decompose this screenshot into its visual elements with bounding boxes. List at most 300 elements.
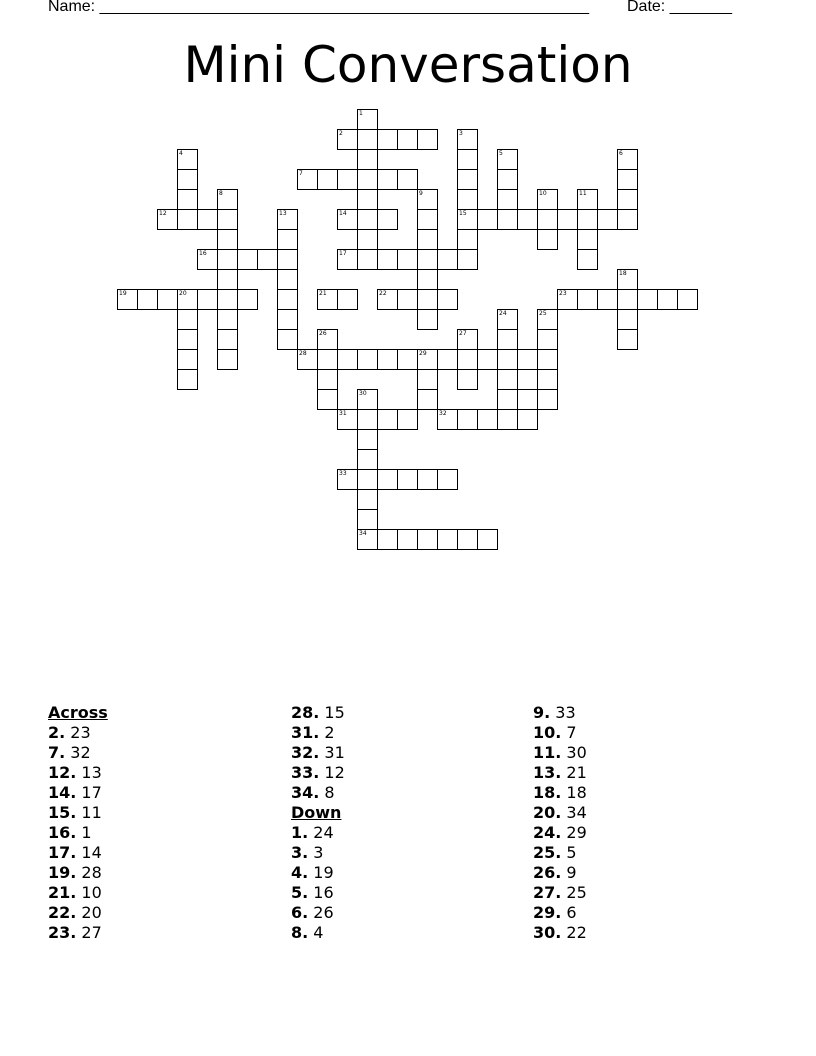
grid-cell[interactable]	[517, 349, 538, 370]
clue-item	[533, 883, 587, 903]
grid-cell[interactable]	[177, 169, 198, 190]
clue-item	[291, 763, 345, 783]
clue-answer: 3	[308, 843, 324, 862]
grid-cell[interactable]	[337, 349, 358, 370]
clue-item	[291, 703, 345, 723]
grid-cell[interactable]	[217, 269, 238, 290]
grid-cell[interactable]	[397, 349, 418, 370]
clue-answer: 20	[76, 903, 102, 922]
cell-number: 12	[159, 210, 167, 217]
cell-number: 15	[459, 210, 467, 217]
clue-number: 29.	[533, 903, 562, 922]
clue-number: 1.	[291, 823, 309, 842]
across-clue-list	[48, 723, 108, 943]
grid-cell[interactable]	[617, 289, 638, 310]
clue-answer: 33	[550, 703, 576, 722]
grid-cell[interactable]	[177, 289, 198, 310]
clue-answer: 19	[308, 863, 334, 882]
clue-answer: 18	[561, 783, 587, 802]
clue-number: 5.	[291, 883, 309, 902]
grid-cell[interactable]	[337, 409, 358, 430]
clue-item	[48, 923, 108, 943]
grid-cell[interactable]	[337, 129, 358, 150]
cell-number: 33	[339, 470, 347, 477]
across-heading: Across	[48, 703, 108, 722]
clue-number: 14.	[48, 783, 77, 802]
clue-item	[48, 763, 108, 783]
grid-cell[interactable]	[477, 209, 498, 230]
grid-cell[interactable]	[497, 389, 518, 410]
grid-cell[interactable]	[617, 189, 638, 210]
grid-cell[interactable]	[437, 469, 458, 490]
cell-number: 14	[339, 210, 347, 217]
grid-cell[interactable]	[577, 189, 598, 210]
clue-number: 23.	[48, 923, 77, 942]
grid-cell[interactable]	[437, 349, 458, 370]
clue-item	[533, 703, 587, 723]
grid-cell[interactable]	[497, 369, 518, 390]
grid-cell[interactable]	[277, 229, 298, 250]
grid-cell[interactable]	[537, 229, 558, 250]
down-clue-list-continued	[533, 703, 587, 943]
clue-number: 22.	[48, 903, 77, 922]
grid-cell[interactable]	[457, 169, 478, 190]
clue-item	[533, 923, 587, 943]
grid-cell[interactable]	[417, 349, 438, 370]
cell-number: 24	[499, 310, 507, 317]
grid-cell[interactable]	[617, 329, 638, 350]
grid-cell[interactable]	[417, 469, 438, 490]
grid-cell[interactable]	[557, 209, 578, 230]
grid-cell[interactable]	[577, 229, 598, 250]
clue-item	[533, 803, 587, 823]
clue-item	[291, 883, 345, 903]
clue-answer: 6	[561, 903, 577, 922]
grid-cell[interactable]	[537, 349, 558, 370]
clue-answer: 22	[561, 923, 587, 942]
clue-answer: 16	[308, 883, 334, 902]
grid-cell[interactable]	[157, 209, 178, 230]
clue-item	[533, 843, 587, 863]
cell-number: 17	[339, 250, 347, 257]
clue-answer: 11	[76, 803, 102, 822]
clue-answer: 25	[561, 883, 587, 902]
cell-number: 4	[179, 150, 183, 157]
clue-item	[48, 863, 108, 883]
grid-cell[interactable]	[457, 149, 478, 170]
clue-answer: 8	[319, 783, 335, 802]
grid-cell[interactable]	[277, 289, 298, 310]
grid-cell[interactable]	[357, 189, 378, 210]
clue-item	[48, 903, 108, 923]
grid-cell[interactable]	[357, 469, 378, 490]
grid-cell[interactable]	[377, 469, 398, 490]
cell-number: 6	[619, 150, 623, 157]
grid-cell[interactable]	[357, 209, 378, 230]
grid-cell[interactable]	[177, 309, 198, 330]
grid-cell[interactable]	[457, 409, 478, 430]
grid-cell[interactable]	[497, 189, 518, 210]
cell-number: 25	[539, 310, 547, 317]
clue-item	[48, 883, 108, 903]
clue-number: 19.	[48, 863, 77, 882]
clue-number: 8.	[291, 923, 309, 942]
clue-number: 11.	[533, 743, 562, 762]
date-field-label[interactable]: Date: _______	[627, 0, 732, 15]
grid-cell[interactable]	[297, 349, 318, 370]
grid-cell[interactable]	[417, 369, 438, 390]
clue-number: 25.	[533, 843, 562, 862]
clue-column-1	[48, 703, 108, 943]
clue-item	[291, 743, 345, 763]
clue-number: 13.	[533, 763, 562, 782]
grid-cell[interactable]	[357, 389, 378, 410]
grid-cell[interactable]	[617, 149, 638, 170]
clue-answer: 15	[319, 703, 345, 722]
grid-cell[interactable]	[377, 409, 398, 430]
grid-cell[interactable]	[377, 209, 398, 230]
clue-item	[533, 763, 587, 783]
clue-answer: 32	[65, 743, 91, 762]
grid-cell[interactable]	[317, 349, 338, 370]
cell-number: 9	[419, 190, 423, 197]
cell-number: 20	[179, 290, 187, 297]
grid-cell[interactable]	[497, 169, 518, 190]
grid-cell[interactable]	[477, 409, 498, 430]
grid-cell[interactable]	[277, 329, 298, 350]
grid-cell[interactable]	[417, 529, 438, 550]
grid-cell[interactable]	[177, 149, 198, 170]
grid-cell[interactable]	[457, 129, 478, 150]
clue-answer: 23	[65, 723, 91, 742]
grid-cell[interactable]	[577, 209, 598, 230]
grid-cell[interactable]	[357, 529, 378, 550]
grid-cell[interactable]	[177, 369, 198, 390]
clue-item	[291, 863, 345, 883]
grid-cell[interactable]	[617, 209, 638, 230]
grid-cell[interactable]	[197, 209, 218, 230]
grid-cell[interactable]	[377, 529, 398, 550]
grid-cell[interactable]	[477, 529, 498, 550]
grid-cell[interactable]	[417, 229, 438, 250]
cell-number: 31	[339, 410, 347, 417]
grid-cell[interactable]	[397, 289, 418, 310]
grid-cell[interactable]	[277, 269, 298, 290]
grid-cell[interactable]	[417, 249, 438, 270]
grid-cell[interactable]	[237, 249, 258, 270]
clue-number: 12.	[48, 763, 77, 782]
grid-cell[interactable]	[377, 349, 398, 370]
grid-cell[interactable]	[517, 209, 538, 230]
cell-number: 13	[279, 210, 287, 217]
name-field-label[interactable]: Name: _______________________________________________________	[48, 0, 589, 15]
grid-cell[interactable]	[457, 349, 478, 370]
clue-answer: 27	[76, 923, 102, 942]
clue-item	[533, 743, 587, 763]
cell-number: 5	[499, 150, 503, 157]
grid-cell[interactable]	[257, 249, 278, 270]
grid-cell[interactable]	[337, 469, 358, 490]
cell-number: 22	[379, 290, 387, 297]
grid-cell[interactable]	[477, 349, 498, 370]
grid-cell[interactable]	[337, 209, 358, 230]
grid-cell[interactable]	[497, 349, 518, 370]
grid-cell[interactable]	[177, 329, 198, 350]
grid-cell[interactable]	[637, 289, 658, 310]
clue-item	[533, 783, 587, 803]
grid-cell[interactable]	[417, 309, 438, 330]
clue-item	[291, 723, 345, 743]
clue-item	[48, 843, 108, 863]
clue-number: 4.	[291, 863, 309, 882]
cell-number: 10	[539, 190, 547, 197]
grid-cell[interactable]	[397, 469, 418, 490]
grid-cell[interactable]	[537, 209, 558, 230]
cell-number: 3	[459, 130, 463, 137]
clue-number: 30.	[533, 923, 562, 942]
grid-cell[interactable]	[317, 369, 338, 390]
grid-cell[interactable]	[437, 529, 458, 550]
clue-number: 9.	[533, 703, 551, 722]
grid-cell[interactable]	[377, 249, 398, 270]
grid-cell[interactable]	[217, 289, 238, 310]
grid-cell[interactable]	[537, 329, 558, 350]
across-clue-list-continued	[291, 703, 345, 803]
grid-cell[interactable]	[617, 169, 638, 190]
down-clue-list	[291, 823, 345, 943]
grid-cell[interactable]	[657, 289, 678, 310]
grid-cell[interactable]	[237, 289, 258, 310]
clue-answer: 21	[561, 763, 587, 782]
grid-cell[interactable]	[217, 349, 238, 370]
grid-cell[interactable]	[217, 249, 238, 270]
grid-cell[interactable]	[397, 129, 418, 150]
grid-cell[interactable]	[497, 329, 518, 350]
grid-cell[interactable]	[597, 289, 618, 310]
clue-answer: 24	[308, 823, 334, 842]
grid-cell[interactable]	[497, 309, 518, 330]
grid-cell[interactable]	[537, 389, 558, 410]
grid-cell[interactable]	[217, 229, 238, 250]
clue-answer: 12	[319, 763, 345, 782]
cell-number: 1	[359, 110, 363, 117]
grid-cell[interactable]	[457, 529, 478, 550]
clue-number: 34.	[291, 783, 320, 802]
grid-cell[interactable]	[537, 189, 558, 210]
clue-item	[291, 903, 345, 923]
grid-cell[interactable]	[217, 329, 238, 350]
grid-cell[interactable]	[197, 249, 218, 270]
clue-number: 27.	[533, 883, 562, 902]
grid-cell[interactable]	[457, 189, 478, 210]
cell-number: 34	[359, 530, 367, 537]
clue-answer: 7	[561, 723, 577, 742]
clue-column-2	[291, 703, 345, 943]
clue-answer: 2	[319, 723, 335, 742]
clue-item	[533, 823, 587, 843]
grid-cell[interactable]	[677, 289, 698, 310]
clue-number: 7.	[48, 743, 66, 762]
grid-cell[interactable]	[417, 209, 438, 230]
grid-cell[interactable]	[377, 129, 398, 150]
clue-number: 24.	[533, 823, 562, 842]
grid-cell[interactable]	[437, 249, 458, 270]
grid-cell[interactable]	[357, 409, 378, 430]
grid-cell[interactable]	[577, 289, 598, 310]
clue-answer: 4	[308, 923, 324, 942]
grid-cell[interactable]	[357, 449, 378, 470]
clue-number: 17.	[48, 843, 77, 862]
grid-cell[interactable]	[357, 109, 378, 130]
clue-item	[48, 783, 108, 803]
grid-cell[interactable]	[537, 309, 558, 330]
clue-number: 20.	[533, 803, 562, 822]
grid-cell[interactable]	[357, 129, 378, 150]
grid-cell[interactable]	[417, 389, 438, 410]
grid-cell[interactable]	[337, 289, 358, 310]
clue-item	[48, 823, 108, 843]
clue-number: 18.	[533, 783, 562, 802]
cell-number: 16	[199, 250, 207, 257]
clue-answer: 34	[561, 803, 587, 822]
grid-cell[interactable]	[457, 369, 478, 390]
puzzle-title: Mini Conversation	[183, 36, 633, 94]
clue-number: 28.	[291, 703, 320, 722]
clue-item	[291, 783, 345, 803]
clue-number: 15.	[48, 803, 77, 822]
clue-column-3	[533, 703, 587, 943]
clue-number: 33.	[291, 763, 320, 782]
clue-number: 26.	[533, 863, 562, 882]
cell-number: 8	[219, 190, 223, 197]
grid-cell[interactable]	[157, 289, 178, 310]
clue-answer: 10	[76, 883, 102, 902]
grid-cell[interactable]	[397, 249, 418, 270]
clue-item	[291, 823, 345, 843]
clue-answer: 29	[561, 823, 587, 842]
grid-cell[interactable]	[497, 409, 518, 430]
grid-cell[interactable]	[437, 289, 458, 310]
grid-cell[interactable]	[357, 429, 378, 450]
grid-cell[interactable]	[497, 149, 518, 170]
cell-number: 21	[319, 290, 327, 297]
grid-cell[interactable]	[277, 309, 298, 330]
grid-cell[interactable]	[137, 289, 158, 310]
clue-answer: 9	[561, 863, 577, 882]
clue-answer: 1	[76, 823, 92, 842]
grid-cell[interactable]	[177, 349, 198, 370]
grid-cell[interactable]	[377, 169, 398, 190]
grid-cell[interactable]	[537, 369, 558, 390]
grid-cell[interactable]	[457, 249, 478, 270]
clue-answer: 14	[76, 843, 102, 862]
cell-number: 19	[119, 290, 127, 297]
clue-answer: 5	[561, 843, 577, 862]
clue-number: 3.	[291, 843, 309, 862]
grid-cell[interactable]	[417, 189, 438, 210]
grid-cell[interactable]	[217, 309, 238, 330]
cell-number: 18	[619, 270, 627, 277]
grid-cell[interactable]	[357, 489, 378, 510]
clue-item	[48, 723, 108, 743]
grid-cell[interactable]	[397, 409, 418, 430]
grid-cell[interactable]	[397, 529, 418, 550]
grid-cell[interactable]	[357, 249, 378, 270]
grid-cell[interactable]	[417, 289, 438, 310]
grid-cell[interactable]	[337, 249, 358, 270]
grid-cell[interactable]	[617, 269, 638, 290]
clue-number: 6.	[291, 903, 309, 922]
clue-answer: 26	[308, 903, 334, 922]
grid-cell[interactable]	[457, 209, 478, 230]
grid-cell[interactable]	[597, 209, 618, 230]
grid-cell[interactable]	[277, 209, 298, 230]
grid-cell[interactable]	[117, 289, 138, 310]
clue-item	[533, 903, 587, 923]
cell-number: 27	[459, 330, 467, 337]
grid-cell[interactable]	[317, 389, 338, 410]
cell-number: 26	[319, 330, 327, 337]
grid-cell[interactable]	[557, 289, 578, 310]
grid-cell[interactable]	[217, 189, 238, 210]
clue-item	[291, 923, 345, 943]
cell-number: 11	[579, 190, 587, 197]
grid-cell[interactable]	[317, 289, 338, 310]
grid-cell[interactable]	[617, 309, 638, 330]
grid-cell[interactable]	[417, 269, 438, 290]
grid-cell[interactable]	[457, 229, 478, 250]
grid-cell[interactable]	[317, 169, 338, 190]
grid-cell[interactable]	[437, 409, 458, 430]
cell-number: 29	[419, 350, 427, 357]
grid-cell[interactable]	[297, 169, 318, 190]
clue-number: 2.	[48, 723, 66, 742]
grid-cell[interactable]	[577, 249, 598, 270]
clue-answer: 31	[319, 743, 345, 762]
clue-item	[291, 843, 345, 863]
grid-cell[interactable]	[197, 289, 218, 310]
grid-cell[interactable]	[357, 229, 378, 250]
clue-item	[48, 743, 108, 763]
clue-answer: 28	[76, 863, 102, 882]
grid-cell[interactable]	[357, 509, 378, 530]
grid-cell[interactable]	[377, 289, 398, 310]
grid-cell[interactable]	[357, 169, 378, 190]
down-heading: Down	[291, 803, 342, 822]
clue-number: 16.	[48, 823, 77, 842]
grid-cell[interactable]	[517, 389, 538, 410]
grid-cell[interactable]	[357, 349, 378, 370]
grid-cell[interactable]	[517, 409, 538, 430]
grid-cell[interactable]	[497, 209, 518, 230]
clue-item	[533, 723, 587, 743]
cell-number: 32	[439, 410, 447, 417]
grid-cell[interactable]	[217, 209, 238, 230]
clue-answer: 30	[561, 743, 587, 762]
grid-cell[interactable]	[177, 189, 198, 210]
clue-answer: 13	[76, 763, 102, 782]
clue-answer: 17	[76, 783, 102, 802]
grid-cell[interactable]	[277, 249, 298, 270]
cell-number: 28	[299, 350, 307, 357]
grid-cell[interactable]	[417, 129, 438, 150]
grid-cell[interactable]	[317, 329, 338, 350]
grid-cell[interactable]	[457, 329, 478, 350]
grid-cell[interactable]	[337, 169, 358, 190]
grid-cell[interactable]	[397, 169, 418, 190]
grid-cell[interactable]	[357, 149, 378, 170]
grid-cell[interactable]	[177, 209, 198, 230]
